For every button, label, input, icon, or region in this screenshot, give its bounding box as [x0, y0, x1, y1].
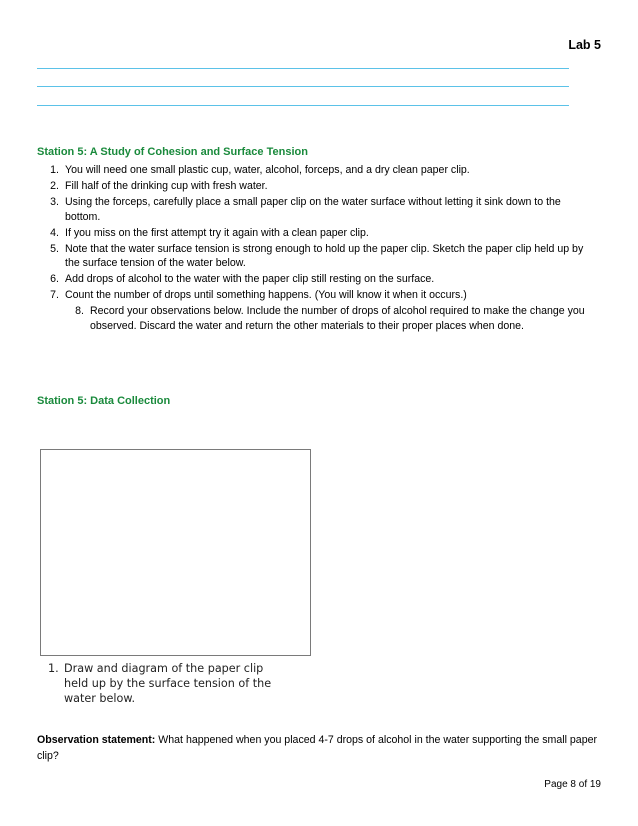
- procedure-step: 4. If you miss on the first attempt try it again with a clean paper clip.: [50, 226, 369, 239]
- page-number: Page 8 of 19: [544, 779, 601, 790]
- observation-label: Observation statement:: [37, 734, 156, 746]
- procedure-step: 7. Count the number of drops until something happens. (You will know it when it occurs.): [50, 289, 467, 302]
- procedure-step: 8. Record your observations below. Include the number of drops of alcohol required to make the change you observed. Discard the water and return the other materials to their proper places when done.: [75, 305, 585, 332]
- blank-line-1: [37, 68, 569, 69]
- procedure-step: 1. You will need one small plastic cup, water, alcohol, forceps, and a dry clean paper clip.: [50, 164, 470, 176]
- procedure-step: 6. Add drops of alcohol to the water with the paper clip still resting on the surface.: [50, 273, 435, 286]
- procedure-list: [37, 163, 592, 335]
- procedure-step: 5. Note that the water surface tension is strong enough to hold up the paper clip. Sketch the paper clip held up by the surface tension of the water below.: [50, 242, 584, 270]
- station-title: Station 5: A Study of Cohesion and Surface Tension: [37, 146, 308, 158]
- observation-statement: [37, 732, 597, 764]
- observation-question: What happened when you placed 4-7 drops of alcohol in the water supporting the small paper clip?: [37, 734, 598, 762]
- sketch-box[interactable]: [40, 449, 311, 656]
- blank-line-3: [37, 105, 569, 106]
- lab-label: Lab 5: [568, 38, 601, 52]
- blank-line-2: [37, 86, 569, 87]
- procedure-step: 3. Using the forceps, carefully place a small paper clip on the water surface without letting it sink down to the bottom.: [50, 195, 561, 223]
- procedure-step: 2. Fill half of the drinking cup with fresh water.: [50, 179, 268, 192]
- sketch-caption: 1. Draw and diagram of the paper clip held up by the surface tension of the water below.: [48, 662, 272, 705]
- data-collection-title: Station 5: Data Collection: [37, 395, 171, 407]
